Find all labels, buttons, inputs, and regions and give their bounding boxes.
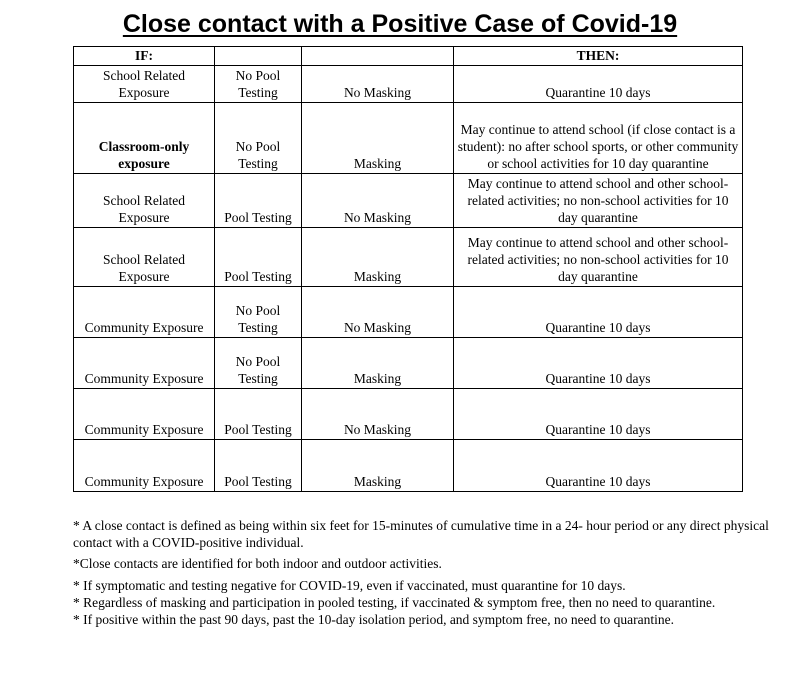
testing-cell: Pool Testing (215, 228, 302, 287)
exposure-cell: Community Exposure (74, 287, 215, 338)
exposure-cell: School Related Exposure (74, 174, 215, 228)
outcome-cell: May continue to attend school and other school-related activities; no non-school activities for 10 day quarantine (454, 174, 743, 228)
outcome-cell: May continue to attend school (if close contact is a student): no after school sports, or other community or school activities for 10 day quarantine (454, 103, 743, 174)
table-header-row (74, 47, 743, 66)
masking-cell: No Masking (302, 287, 454, 338)
exposure-cell: Community Exposure (74, 338, 215, 389)
testing-cell: Pool Testing (215, 440, 302, 492)
masking-cell: Masking (302, 338, 454, 389)
masking-cell: No Masking (302, 174, 454, 228)
testing-cell: Pool Testing (215, 389, 302, 440)
exposure-cell: Community Exposure (74, 389, 215, 440)
outcome-cell: May continue to attend school and other school-related activities; no non-school activities for 10 day quarantine (454, 228, 743, 287)
outcome-cell: Quarantine 10 days (454, 440, 743, 492)
header-if: IF: (74, 47, 215, 66)
outcome-cell: Quarantine 10 days (454, 338, 743, 389)
exposure-rules-table (73, 46, 743, 492)
testing-cell: No Pool Testing (215, 103, 302, 174)
exposure-cell: Community Exposure (74, 440, 215, 492)
page-title: Close contact with a Positive Case of Covid-19 (122, 10, 678, 38)
table-row (74, 228, 743, 287)
testing-cell: No Pool Testing (215, 338, 302, 389)
testing-cell: No Pool Testing (215, 66, 302, 103)
footnote-recent-positive: * If positive within the past 90 days, past the 10-day isolation period, and symptom free, no need to quarantine. (73, 612, 674, 627)
outcome-cell: Quarantine 10 days (454, 389, 743, 440)
table-row (74, 440, 743, 492)
table-row (74, 389, 743, 440)
outcome-cell: Quarantine 10 days (454, 287, 743, 338)
testing-cell: No Pool Testing (215, 287, 302, 338)
exposure-cell: School Related Exposure (74, 228, 215, 287)
masking-cell: Masking (302, 440, 454, 492)
footnote-symptomatic-negative: * If symptomatic and testing negative for COVID-19, even if vaccinated, must quarantine for 10 days. (73, 578, 626, 593)
exposure-cell: School Related Exposure (74, 66, 215, 103)
masking-cell: No Masking (302, 389, 454, 440)
testing-cell: Pool Testing (215, 174, 302, 228)
header-blank (302, 47, 454, 66)
table-row (74, 174, 743, 228)
table-row (74, 66, 743, 103)
footnote-vaccinated-symptom-free: * Regardless of masking and participation in pooled testing, if vaccinated & symptom free, then no need to quarantine. (73, 595, 716, 610)
exposure-cell: Classroom-only exposure (74, 103, 215, 174)
table-row (74, 287, 743, 338)
header-blank (215, 47, 302, 66)
header-then: THEN: (454, 47, 743, 66)
table-row (74, 103, 743, 174)
masking-cell: Masking (302, 103, 454, 174)
outcome-cell: Quarantine 10 days (454, 66, 743, 103)
footnotes (73, 517, 773, 628)
footnote-indoor-outdoor: *Close contacts are identified for both indoor and outdoor activities. (73, 556, 442, 571)
footnote-close-contact-definition: * A close contact is defined as being within six feet for 15-minutes of cumulative time in a 24- hour period or any direct physical contact with a COVID-positive individual. (73, 518, 769, 550)
masking-cell: Masking (302, 228, 454, 287)
masking-cell: No Masking (302, 66, 454, 103)
table-row (74, 338, 743, 389)
